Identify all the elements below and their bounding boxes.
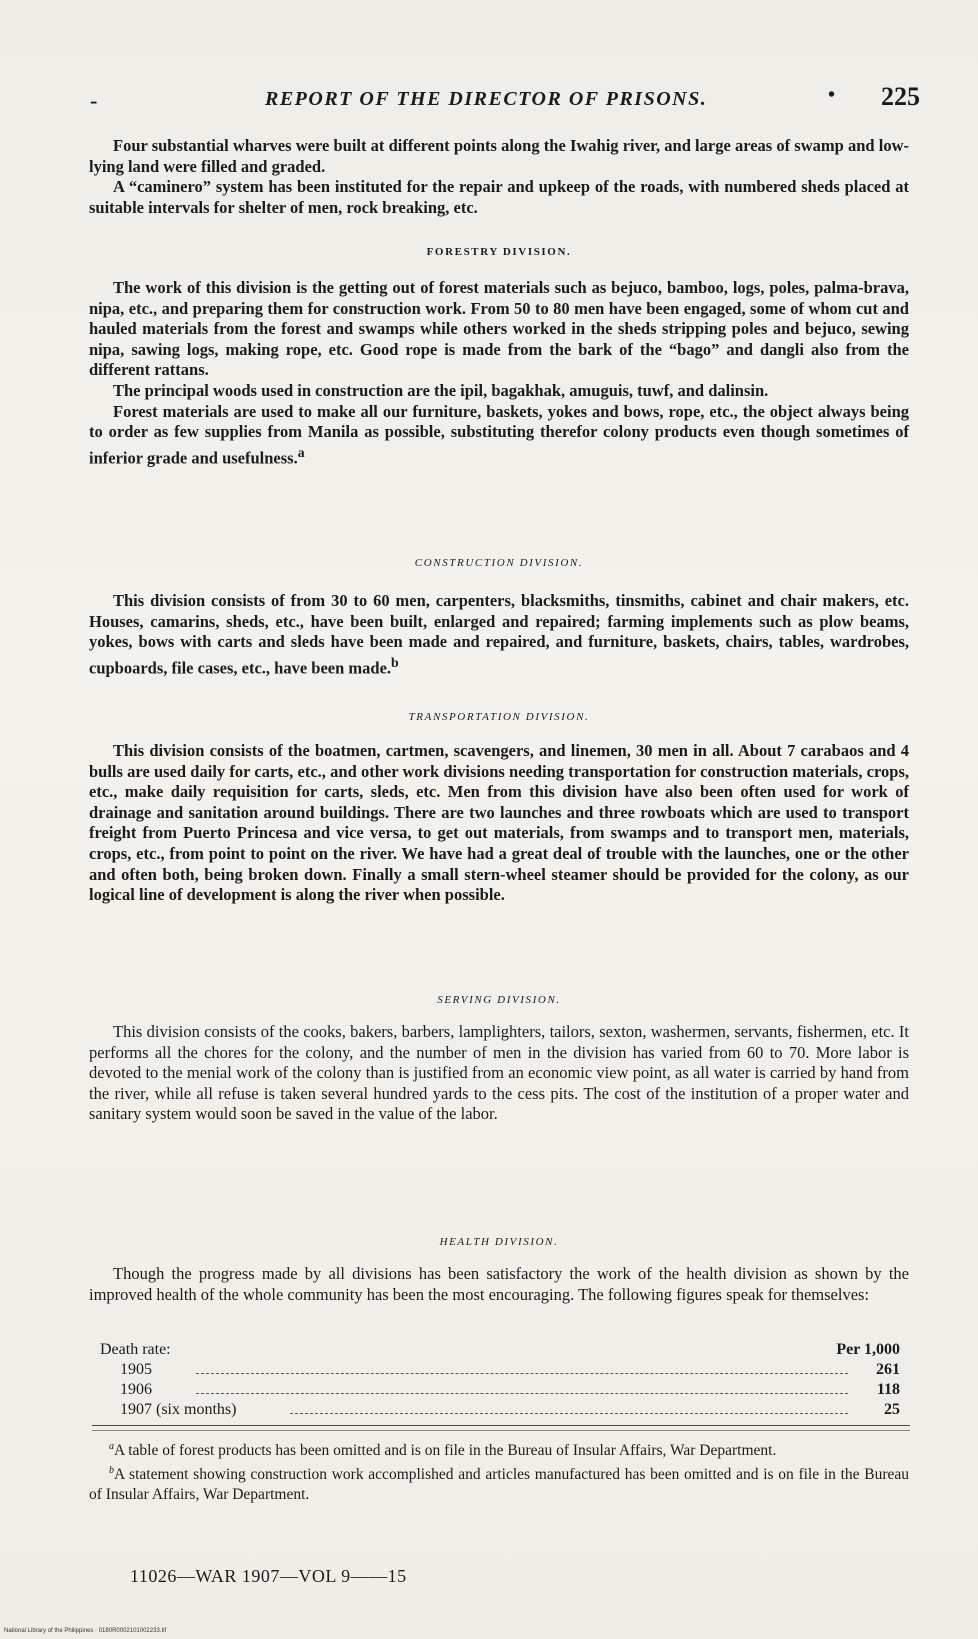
footnote-a	[89, 1437, 909, 1461]
forestry-paragraph-3	[89, 402, 909, 469]
death-rate-year: 1906	[120, 1381, 152, 1398]
health-paragraph-1: Though the progress made by all divisions has been satisfactory the work of the health division as shown by the improved health of the whole community has been the most encouraging. The following figures speak for themselves:	[89, 1264, 909, 1304]
construction-section	[89, 553, 909, 679]
forestry-paragraph-3-text: Forest materials are used to make all our furniture, baskets, yokes and bows, rope, etc., the object always being to order as few supplies from Manila as possible, substituting therefor colony products even though sometimes of inferior grade and usefulness.	[89, 401, 909, 468]
death-rate-header-row	[100, 1340, 900, 1360]
footnote-ref-a: a	[297, 444, 305, 460]
serving-heading: SERVING DIVISION.	[437, 994, 561, 1006]
death-rate-value: 118	[876, 1381, 900, 1398]
construction-heading: CONSTRUCTION DIVISION.	[414, 557, 584, 569]
death-rate-label: Death rate:	[100, 1341, 171, 1358]
health-section	[89, 1232, 909, 1305]
death-rate-value: 261	[876, 1361, 900, 1378]
page-title: REPORT OF THE DIRECTOR OF PRISONS.	[265, 88, 708, 110]
transportation-paragraph-1: This division consists of the boatmen, cartmen, scavengers, and linemen, 30 men in all. About 7 carabaos and 4 bulls are used daily for carts, etc., and other work divisions needing transportation for construction materials, crops, etc., make daily requisition for carts, sleds, etc. Men from this division have also been often used for work of drainage and sanitation around buildings. There are two launches and three rowboats which are used to transport freight from Puerto Princesa and vice versa, to get out materials, from swamps and to transport men, materials, crops, etc., from point to point on the river. We have had a great deal of trouble with the launches, one or the other and often both, being broken down. Finally a small stern-wheel steamer should be provided for the colony, as our logical line of development is along the river when possible.	[89, 741, 909, 905]
leader-dots	[290, 1413, 848, 1414]
forestry-paragraph-2: The principal woods used in construction are the ipil, bagakhak, amuguis, tuwf, and dalinsin.	[113, 380, 769, 400]
page-number: 225	[881, 82, 920, 111]
death-rate-table	[100, 1340, 900, 1420]
header-dash: -	[90, 88, 98, 113]
footnote-divider-thin	[92, 1430, 910, 1431]
footnote-a-text: A table of forest products has been omitted and is on file in the Bureau of Insular Affairs, War Department.	[114, 1442, 777, 1460]
forestry-heading: FORESTRY DIVISION.	[426, 246, 572, 258]
footnote-b	[89, 1461, 909, 1505]
health-heading: HEALTH DIVISION.	[439, 1236, 559, 1248]
footnote-divider	[92, 1425, 910, 1426]
death-rate-unit: Per 1,000	[836, 1341, 900, 1358]
table-row	[100, 1380, 900, 1400]
image-credit: National Library of the Philippines · 0180R0002101002233.tif	[4, 1628, 167, 1634]
forestry-section	[89, 242, 909, 469]
serving-section	[89, 990, 909, 1125]
leader-dots	[196, 1373, 848, 1374]
transportation-section	[89, 707, 909, 906]
footnote-a-mark: a	[109, 1441, 114, 1452]
table-row	[100, 1360, 900, 1380]
death-rate-year: 1905	[120, 1361, 152, 1378]
signature-line: 11026—WAR 1907—VOL 9——15	[130, 1566, 407, 1586]
running-head	[90, 82, 920, 116]
intro-paragraph-1: Four substantial wharves were built at different points along the Iwahig river, and large areas of swamp and low-lying land were filled and graded.	[89, 136, 909, 176]
death-rate-year: 1907 (six months)	[120, 1401, 237, 1418]
intro-section	[89, 136, 909, 218]
table-row	[100, 1400, 900, 1420]
construction-paragraph-1	[89, 591, 909, 679]
construction-paragraph-1-text: This division consists of from 30 to 60 men, carpenters, blacksmiths, tinsmiths, cabinet and chair makers, etc. Houses, camarins, sheds, etc., have been built, enlarged and repaired; farming implements such as plow beams, yokes, bows with carts and sleds have been made and repaired, and furniture, baskets, chairs, tables, wardrobes, cupboards, file cases, etc., have been made.	[89, 591, 909, 678]
intro-paragraph-2: A “caminero” system has been instituted for the repair and upkeep of the roads, with numbered sheds placed at suitable intervals for shelter of men, rock breaking, etc.	[89, 177, 909, 217]
footnote-b-mark: b	[109, 1465, 114, 1477]
serving-paragraph-1: This division consists of the cooks, bakers, barbers, lamplighters, tailors, sexton, washermen, servants, fishermen, etc. It performs all the chores for the colony, and the number of men in the division has varied from 60 to 70. More labor is devoted to the menial work of the colony than is justified from an economic view point, as all water is carried by hand from the river, while all refuse is taken several hundred yards to the cess pits. The cost of the institution of a proper water and sanitary system would soon be saved in the value of the labor.	[89, 1022, 909, 1124]
forestry-paragraph-1: The work of this division is the getting out of forest materials such as bejuco, bamboo, logs, poles, palma-brava, nipa, etc., and preparing them for construction work. From 50 to 80 men have been engaged, some of whom cut and hauled materials from the forest and swamps while others worked in the sheds stripping poles and bejuco, sewing nipa, sawing logs, making rope, etc. Good rope is made from the bark of the “bago” and dangli also from the different rattans.	[89, 278, 909, 380]
footnote-ref-b: b	[391, 654, 399, 670]
transportation-heading: TRANSPORTATION DIVISION.	[408, 711, 590, 723]
leader-dots	[196, 1393, 848, 1394]
footnotes	[89, 1437, 909, 1505]
header-mark: •	[828, 84, 836, 106]
death-rate-value: 25	[884, 1401, 900, 1418]
footnote-b-text: A statement showing construction work accomplished and articles manufactured has been omitted and is on file in the Bureau of Insular Affairs, War Department.	[89, 1466, 909, 1504]
